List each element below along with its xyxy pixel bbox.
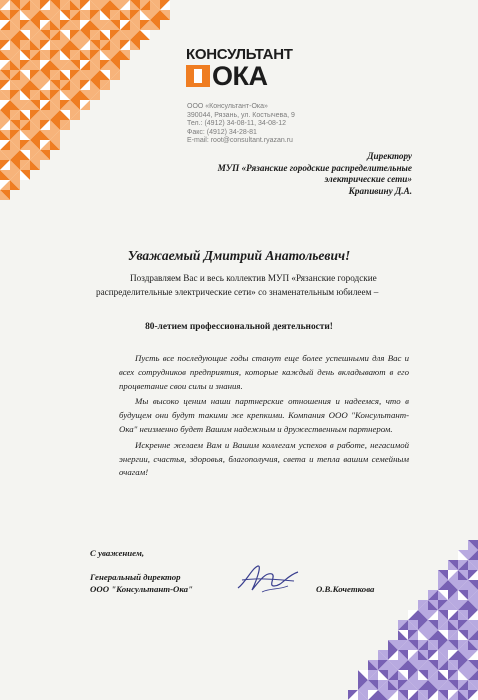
closing: С уважением, [90,548,145,558]
addressee-organization: МУП «Рязанские городские распределительные [217,162,412,173]
signer-title [90,571,193,595]
logo-mark-icon [186,65,210,87]
signer-name: О.В.Кочеткова [316,584,375,594]
addressee-position: Директору [367,151,412,161]
intro-line: Поздравляем Вас и весь коллектив МУП «Рязанские городские [130,273,377,283]
company-email: E-mail: root@consultant.ryazan.ru [187,137,293,145]
company-phone: Тел.: (4912) 34-08-11, 34-08-12 [187,120,287,128]
letter-body [119,352,409,482]
company-fax: Факс: (4912) 34-28-81 [187,128,257,136]
addressee-name: Крапивину Д.А. [348,185,412,196]
addressee-block [218,151,412,197]
signer-company: ООО "Консультант-Ока" [90,584,193,594]
company-address: 390044, Рязань, ул. Костычева, 9 [187,111,295,119]
logo-top-text: КОНСУЛЬТАНТ [186,46,293,63]
intro-line: распределительные электрические сети» со знаменательным юбилеем – [96,287,379,297]
body-paragraph: Мы высоко ценим наши партнерские отношения и надеемся, что в будущем они будут такими же крепкими. Компания ООО "Консультант-Ока" неизменно будет Вашим надежным и дружественным партнером. [119,396,409,434]
company-logo [186,46,306,91]
logo-bottom-text: ОКА [212,61,268,91]
handwritten-signature [232,562,304,596]
company-details [187,103,295,146]
anniversary-line: 80-летием профессиональной деятельности! [145,322,333,332]
salutation: Уважаемый Дмитрий Анатольевич! [127,248,351,263]
company-name: ООО «Консультант-Ока» [187,103,268,110]
intro-paragraph [96,271,410,299]
body-paragraph: Искренне желаем Вам и Вашим коллегам успехов в работе, негасимой энергии, счастья, здоровья, благополучия, света и тепла вашим семейным очагам! [119,439,409,478]
addressee-organization-cont: электрические сети» [324,174,412,185]
signer-position: Генеральный директор [90,572,181,582]
body-paragraph: Пусть все последующие годы станут еще более успешными для Вас и всех сотрудников предприятия, которые каждый день вкладывают в его процветание свои силы и знания. [119,353,409,391]
